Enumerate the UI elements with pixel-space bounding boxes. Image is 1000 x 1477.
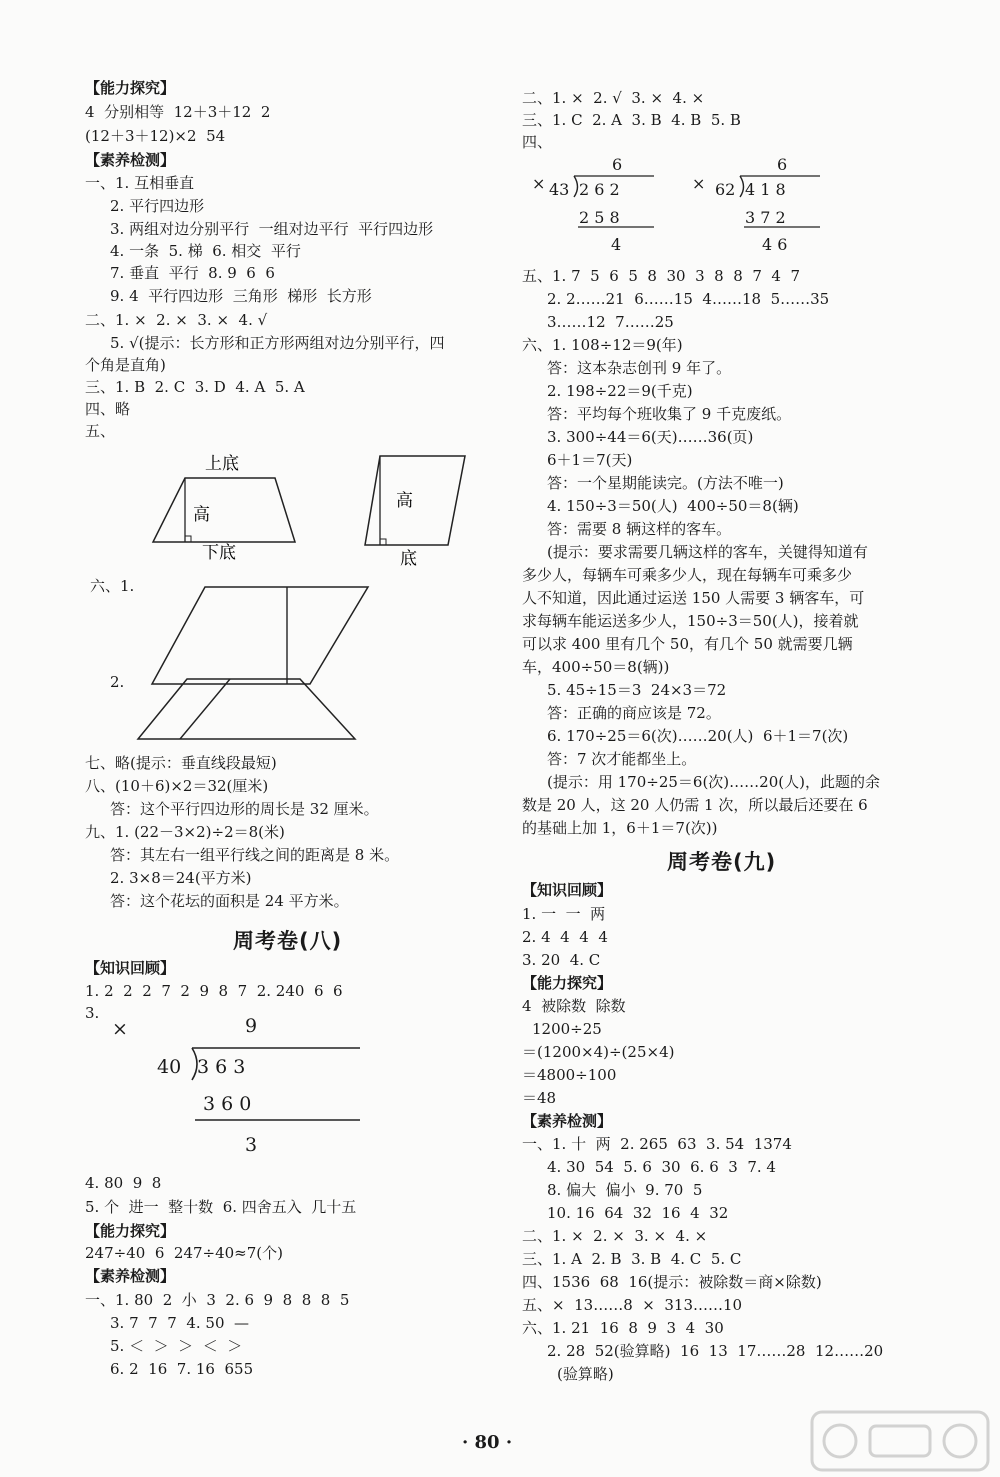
division-quotient: 9 [245, 1015, 258, 1037]
section-title: 周考卷(九) [667, 850, 777, 874]
trapezoid-top-label: 上底 [205, 454, 239, 474]
answer-line: 一、1. 十 两 2. 265 63 3. 54 1374 [522, 1135, 792, 1153]
division-divisor: 40 [157, 1056, 182, 1078]
answer-line: 多少人，每辆车可乘多少人，现在每辆车可乘多少 [522, 566, 853, 584]
trapezoid-height-label: 高 [193, 505, 210, 525]
answer-line: ＝4800÷100 [522, 1066, 617, 1084]
watermark-logo [810, 1410, 990, 1472]
division-dividend: 2 6 2 [579, 180, 620, 199]
answer-line: 五、× 13……8 × 313……10 [522, 1296, 743, 1314]
answer-line: 二、1. × 2. × 3. × 4. √ [85, 311, 268, 329]
answer-line: 4 被除数 除数 [522, 997, 626, 1015]
answer-line: 6. 2 16 7. 16 655 [110, 1360, 254, 1378]
division-product: 2 5 8 [579, 208, 620, 227]
answer-line: 车，400÷50＝8(辆)) [522, 658, 670, 676]
answer-line: 人不知道，因此通过运送 150 人需要 3 辆客车，可 [522, 589, 865, 607]
section-header: 【知识回顾】 [85, 959, 176, 977]
answer-line: 六、1. [90, 577, 135, 595]
answer-line: 3. [85, 1004, 100, 1022]
parallelogram-base-label: 底 [400, 549, 417, 569]
answer-line: 3. 20 4. C [522, 951, 601, 969]
answer-line: 4. 30 54 5. 6 30 6. 6 3 7. 4 [547, 1158, 776, 1176]
division-remainder: 4 [611, 235, 622, 254]
section-header: 【素养检测】 [522, 1112, 613, 1130]
answer-line: 二、1. × 2. √ 3. × 4. × [522, 89, 705, 107]
answer-line: 9. 4 平行四边形 三角形 梯形 长方形 [110, 287, 372, 305]
answer-line: 答：这个平行四边形的周长是 32 厘米。 [110, 800, 379, 818]
answer-line: 247÷40 6 247÷40≈7(个) [85, 1244, 284, 1262]
answer-line: (提示：用 170÷25＝6(次)……20(人)，此题的余 [547, 773, 880, 791]
section-header: 【素养检测】 [85, 1267, 176, 1285]
answer-line: 8. 偏大 偏小 9. 70 5 [547, 1181, 703, 1199]
answer-line: 10. 16 64 32 16 4 32 [547, 1204, 729, 1222]
answer-line: 八、(10＋6)×2＝32(厘米) [85, 777, 269, 795]
answer-line: (12＋3＋12)×2 54 [85, 127, 226, 145]
answer-line: 答：7 次才能都坐上。 [547, 750, 697, 768]
page-number: · 80 · [462, 1432, 513, 1453]
answer-line: 答：这个花坛的面积是 24 平方米。 [110, 892, 349, 910]
answer-line: 五、 [85, 422, 116, 440]
answer-line: 六、1. 21 16 8 9 3 4 30 [522, 1319, 724, 1337]
answer-line: 2. 2……21 6……15 4……18 5……35 [547, 290, 830, 308]
answer-line: 可以求 400 里有几个 50，有几个 50 就需要几辆 [522, 635, 853, 653]
trapezoid-divided-figure [135, 676, 360, 744]
answer-line: 4. 一条 5. 梯 6. 相交 平行 [110, 242, 301, 260]
answer-line: 7. 垂直 平行 8. 9 6 6 [110, 264, 275, 282]
division-divisor: 43 [549, 180, 570, 199]
answer-line: 四、 [522, 133, 553, 151]
division-remainder: 4 6 [762, 235, 788, 254]
section-header: 【能力探究】 [85, 1222, 176, 1240]
division-divisor: 62 [715, 180, 736, 199]
answer-line: 数是 20 人，这 20 人仍需 1 次，所以最后还要在 6 [522, 796, 868, 814]
answer-line: 九、1. (22－3×2)÷2＝8(米) [85, 823, 285, 841]
answer-line: 求每辆车能运送多少人，150÷3＝50(人)，接着就 [522, 612, 859, 630]
division-product: 3 6 0 [203, 1093, 252, 1115]
answer-line: 三、1. C 2. A 3. B 4. B 5. B [522, 111, 741, 129]
answer-line: 的基础上加 1，6＋1＝7(次)) [522, 819, 718, 837]
section-header: 【素养检测】 [85, 151, 176, 169]
answer-line: (验算略) [557, 1365, 614, 1383]
division-quotient: 6 [777, 155, 788, 174]
answer-line: 5. ＜ ＞ ＞ ＜ ＞ [110, 1337, 243, 1355]
section-title: 周考卷(八) [233, 929, 343, 953]
answer-line: 六、1. 108÷12＝9(年) [522, 336, 683, 354]
division-product: 3 7 2 [745, 208, 786, 227]
section-header: 【知识回顾】 [522, 881, 613, 899]
wrong-mark: × [692, 174, 706, 193]
answer-line: 2. 4 4 4 4 [522, 928, 608, 946]
answer-line: 答：正确的商应该是 72。 [547, 704, 721, 722]
answer-line: 1. 一 一 两 [522, 905, 606, 923]
answer-line: 三、1. B 2. C 3. D 4. A 5. A [85, 378, 305, 396]
answer-line: 答：需要 8 辆这样的客车。 [547, 520, 732, 538]
division-quotient: 6 [612, 155, 623, 174]
answer-line: 4 分别相等 12＋3＋12 2 [85, 103, 271, 121]
answer-line: 五、1. 7 5 6 5 8 30 3 8 8 7 4 7 [522, 267, 801, 285]
answer-line: 四、略 [85, 400, 131, 418]
trapezoid-figure [145, 450, 305, 565]
trapezoid-bottom-label: 下底 [202, 543, 236, 563]
answer-line: 2. [110, 673, 125, 691]
section-header: 【能力探究】 [522, 974, 613, 992]
answer-line: 6＋1＝7(天) [547, 451, 633, 469]
parallelogram-height-label: 高 [396, 491, 413, 511]
answer-line: 2. 3×8＝24(平方米) [110, 869, 252, 887]
answer-line: 四、1536 68 16(提示：被除数＝商×除数) [522, 1273, 822, 1291]
division-remainder: 3 [245, 1134, 258, 1156]
answer-line: 一、1. 互相垂直 [85, 174, 195, 192]
answer-line: 4. 150÷3＝50(人) 400÷50＝8(辆) [547, 497, 799, 515]
answer-line: 5. 个 进一 整十数 6. 四舍五入 几十五 [85, 1198, 357, 1216]
answer-line: 3. 两组对边分别平行 一组对边平行 平行四边形 [110, 220, 434, 238]
answer-line: ＝(1200×4)÷(25×4) [522, 1043, 675, 1061]
answer-line: 七、略(提示：垂直线段最短) [85, 754, 277, 772]
division-dividend: 3 6 3 [197, 1056, 246, 1078]
answer-line: 2. 198÷22＝9(千克) [547, 382, 693, 400]
answer-line: 答：平均每个班收集了 9 千克废纸。 [547, 405, 792, 423]
answer-line: 三、1. A 2. B 3. B 4. C 5. C [522, 1250, 742, 1268]
answer-line: 5. 45÷15＝3 24×3＝72 [547, 681, 727, 699]
answer-line: 二、1. × 2. × 3. × 4. × [522, 1227, 708, 1245]
answer-line: 2. 28 52(验算略) 16 13 17……28 12……20 [547, 1342, 884, 1360]
answer-line: 1200÷25 [532, 1020, 602, 1038]
answer-line: (提示：要求需要几辆这样的客车，关键得知道有 [547, 543, 868, 561]
answer-line: 答：一个星期能读完。(方法不唯一) [547, 474, 784, 492]
section-header: 【能力探究】 [85, 79, 176, 97]
answer-line: 一、1. 80 2 小 3 2. 6 9 8 8 8 5 [85, 1291, 350, 1309]
answer-line: 答：这本杂志创刊 9 年了。 [547, 359, 732, 377]
answer-line: ＝48 [522, 1089, 557, 1107]
answer-line: 4. 80 9 8 [85, 1174, 162, 1192]
answer-line: 5. √(提示：长方形和正方形两组对边分别平行，四 [110, 334, 445, 352]
answer-line: 3. 7 7 7 4. 50 — [110, 1314, 250, 1332]
answer-line: 答：其左右一组平行线之间的距离是 8 米。 [110, 846, 400, 864]
answer-line: 1. 2 2 2 7 2 9 8 7 2. 240 6 6 [85, 982, 343, 1000]
division-dividend: 4 1 8 [745, 180, 786, 199]
answer-line: 6. 170÷25＝6(次)……20(人) 6＋1＝7(次) [547, 727, 849, 745]
answer-line: 2. 平行四边形 [110, 197, 205, 215]
answer-line: 3……12 7……25 [547, 313, 674, 331]
wrong-mark: × [532, 174, 546, 193]
parallelogram-figure [360, 450, 480, 568]
answer-line: 3. 300÷44＝6(天)……36(页) [547, 428, 754, 446]
wrong-mark: × [112, 1018, 128, 1040]
answer-line: 个角是直角) [85, 356, 166, 374]
